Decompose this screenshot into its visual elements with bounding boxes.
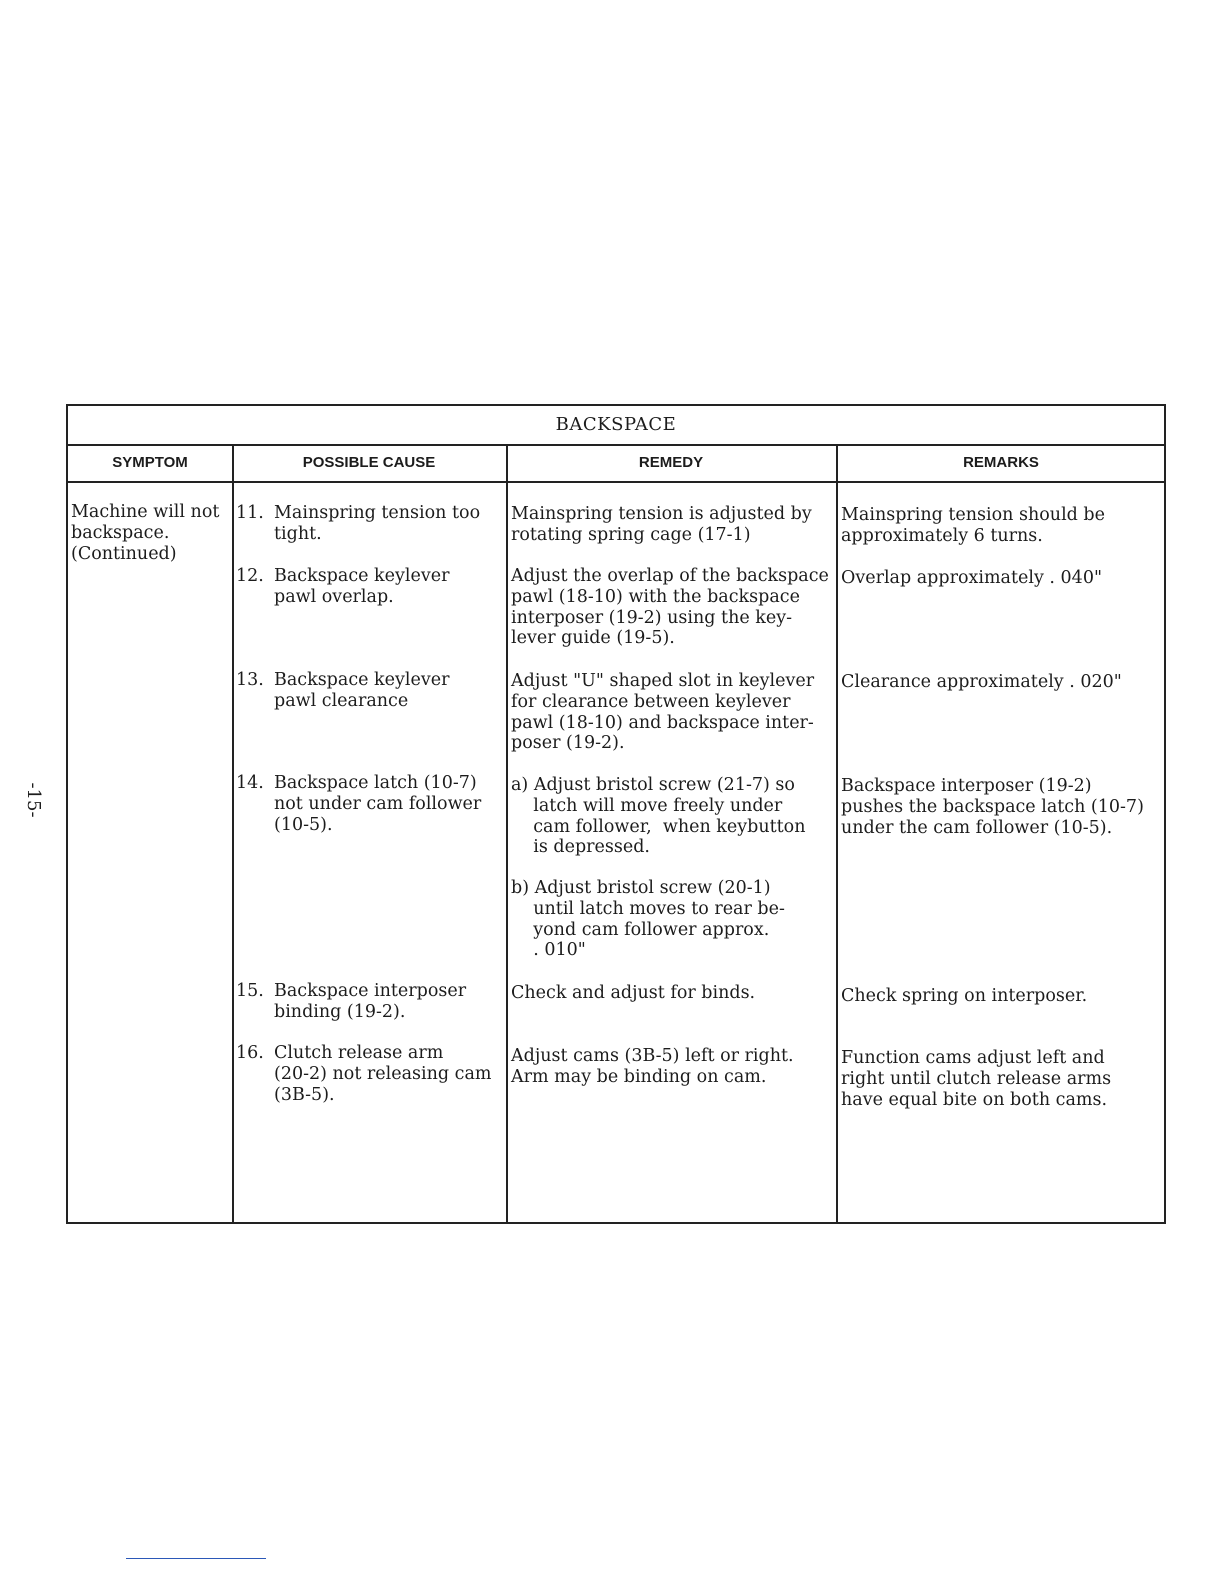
cause-number: 15. bbox=[236, 981, 264, 1001]
header-divider bbox=[68, 481, 1164, 483]
remarks-text: Check spring on interposer. bbox=[841, 986, 1088, 1006]
header-remarks: REMARKS bbox=[963, 454, 1039, 471]
symptom-text: Machine will not backspace. (Continued) bbox=[71, 502, 220, 564]
header-possible-cause: POSSIBLE CAUSE bbox=[302, 454, 436, 471]
table-title: BACKSPACE bbox=[68, 406, 1164, 446]
column-divider bbox=[506, 444, 508, 1222]
cause-text: Clutch release arm (20-2) not releasing cam (3B-5). bbox=[274, 1043, 492, 1105]
remedy-text: Adjust cams (3B-5) left or right. Arm may be binding on cam. bbox=[511, 1046, 794, 1087]
remedy-text: Check and adjust for binds. bbox=[511, 983, 756, 1003]
column-divider bbox=[232, 444, 234, 1222]
remarks-text: Mainspring tension should be approximately 6 turns. bbox=[841, 505, 1105, 546]
remedy-text: Adjust the overlap of the backspace pawl (18-10) with the backspace interposer (19-2) using the key- lever guide (19-5). bbox=[511, 566, 829, 649]
footer-rule bbox=[126, 1558, 266, 1559]
cause-number: 12. bbox=[236, 566, 264, 586]
cause-number: 13. bbox=[236, 670, 264, 690]
header-symptom: SYMPTOM bbox=[112, 454, 188, 471]
header-remedy: REMEDY bbox=[638, 454, 704, 471]
cause-text: Mainspring tension too tight. bbox=[274, 503, 481, 544]
cause-number: 14. bbox=[236, 773, 264, 793]
cause-text: Backspace latch (10-7) not under cam follower (10-5). bbox=[274, 773, 482, 835]
remedy-text: Mainspring tension is adjusted by rotating spring cage (17-1) bbox=[511, 504, 812, 545]
remedy-text: Adjust "U" shaped slot in keylever for clearance between keylever pawl (18-10) and backspace inter- poser (19-2). bbox=[511, 671, 815, 754]
remarks-text: Clearance approximately . 020" bbox=[841, 672, 1122, 692]
cause-text: Backspace keylever pawl overlap. bbox=[274, 566, 450, 607]
page-number: -15- bbox=[23, 782, 45, 818]
cause-number: 11. bbox=[236, 503, 264, 523]
cause-number: 16. bbox=[236, 1043, 264, 1063]
cause-text: Backspace keylever pawl clearance bbox=[274, 670, 450, 711]
remarks-text: Function cams adjust left and right until clutch release arms have equal bite on both cams. bbox=[841, 1048, 1112, 1110]
remedy-text-a: a) Adjust bristol screw (21-7) so latch will move freely under cam follower, when keybutton is depressed. bbox=[511, 775, 806, 858]
remedy-text-b: b) Adjust bristol screw (20-1) until latch moves to rear be- yond cam follower approx. . 010" bbox=[511, 878, 785, 961]
cause-text: Backspace interposer binding (19-2). bbox=[274, 981, 467, 1022]
column-divider bbox=[836, 444, 838, 1222]
remarks-text: Overlap approximately . 040" bbox=[841, 568, 1102, 588]
backspace-troubleshooting-table bbox=[66, 404, 1166, 1224]
remarks-text: Backspace interposer (19-2) pushes the backspace latch (10-7) under the cam follower (10-5). bbox=[841, 776, 1144, 838]
